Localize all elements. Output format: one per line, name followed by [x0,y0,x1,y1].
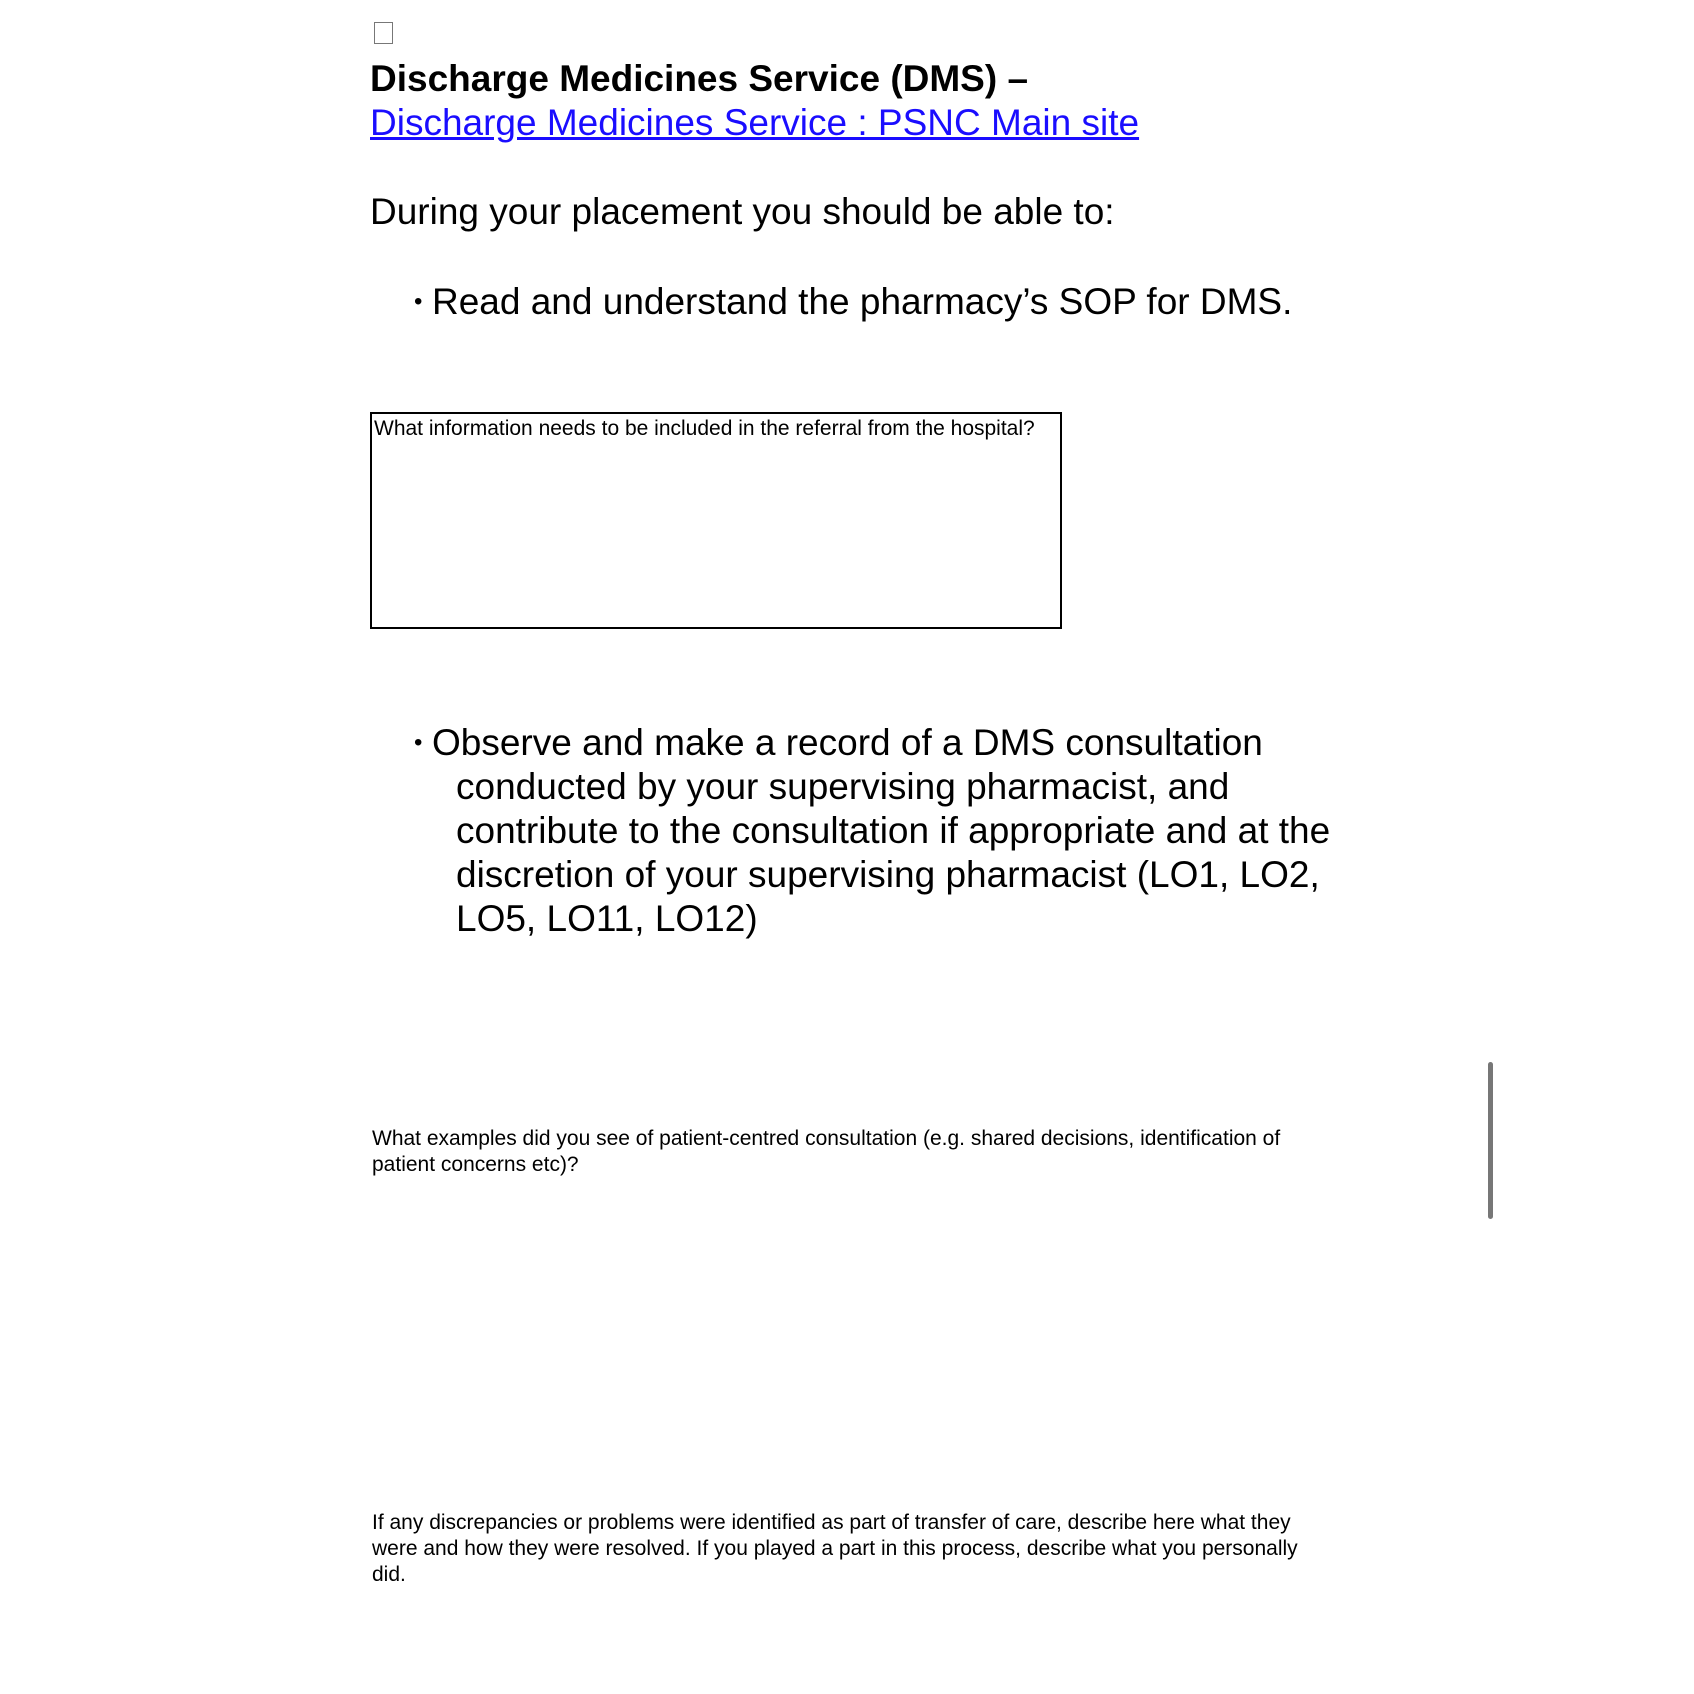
referral-prompt: What information needs to be included in the referral from the hospital? [374,417,1035,440]
intro-text: During your placement you should be able to: [370,191,1115,232]
bullet-text-line1: Observe and make a record of a DMS consultation [432,722,1263,763]
bullet-icon: • [414,729,423,756]
patient-centred-prompt: What examples did you see of patient-centred consultation (e.g. shared decisions, identification of patient concerns etc)? [372,1127,1281,1176]
bullet-item-observe [414,721,1334,941]
bullet-item-sop [414,280,1292,324]
scrollbar-thumb[interactable] [1488,1062,1493,1219]
discrepancies-prompt: If any discrepancies or problems were identified as part of transfer of care, describe here what they were and how they were resolved. If you played a part in this process, describe what you personally did. [372,1511,1298,1586]
checkbox-icon[interactable] [374,22,393,44]
page-title: Discharge Medicines Service (DMS) – [370,58,1029,99]
referral-answer-box[interactable] [370,412,1062,629]
bullet-icon: • [414,288,423,315]
bullet-text [414,721,1334,941]
psnc-link[interactable]: Discharge Medicines Service : PSNC Main site [370,102,1140,143]
bullet-text: Read and understand the pharmacy’s SOP for DMS. [432,281,1293,322]
bullet-text-rest: conducted by your supervising pharmacist, and contribute to the consultation if appropriate and at the discretion of your supervising pharmacist (LO1, LO2, LO5, LO11, LO12) [456,766,1331,939]
